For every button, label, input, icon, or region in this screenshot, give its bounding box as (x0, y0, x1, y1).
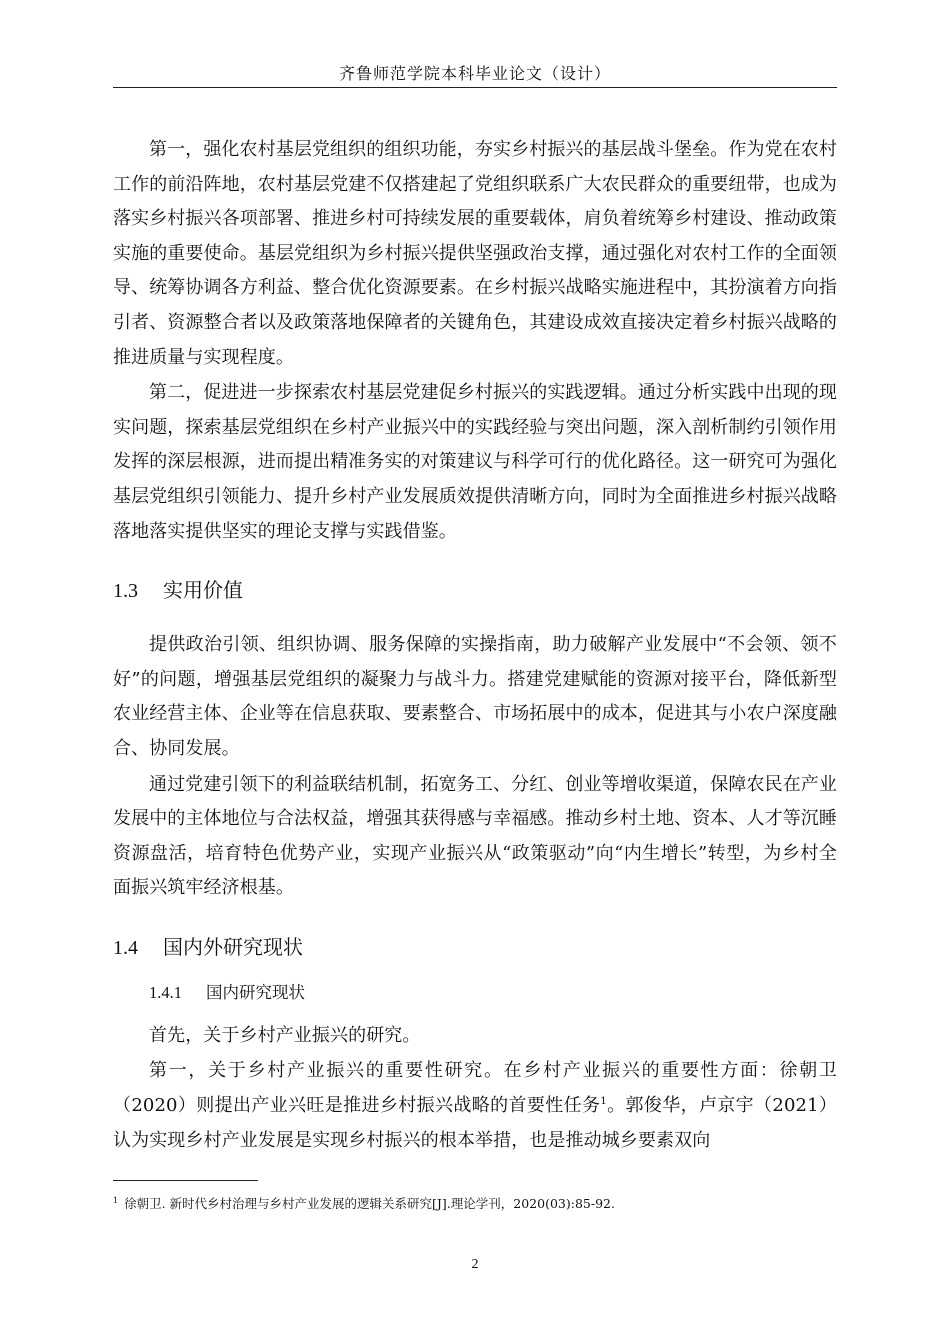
paragraph-domestic-importance (113, 1054, 837, 1158)
section-title: 国内外研究现状 (163, 934, 303, 959)
paragraph-second-point: 第二，促进进一步探索农村基层党建促乡村振兴的实践逻辑。通过分析实践中出现的现实问题，探索基层党组织在乡村产业振兴中的实践经验与突出问题，深入剖析制约引领作用发挥的深层根源，进而提出精准务实的对策建议与科学可行的优化路径。这一研究可为强化基层党组织引领能力、提升乡村产业发展质效提供清晰方向，同时为全面推进乡村振兴战略落地落实提供坚实的理论支撑与实践借鉴。 (113, 382, 837, 542)
section-heading-1-3 (113, 575, 837, 606)
body-content (113, 133, 837, 1159)
section-heading-1-4 (113, 932, 837, 963)
paragraph-text: 第一，关于乡村产业振兴的重要性研究。在乡村产业振兴的重要性方面：徐朝卫（2020）则提出产业兴旺是推进乡村振兴战略的首要性任务 (113, 1060, 837, 1117)
paragraph-practical-value-1: 提供政治引领、组织协调、服务保障的实操指南，助力破解产业发展中“不会领、领不好”的问题，增强基层党组织的凝聚力与战斗力。搭建党建赋能的资源对接平台，降低新型农业经营主体、企业等在信息获取、要素整合、市场拓展中的成本，促进其与小农户深度融合、协同发展。 (113, 634, 837, 759)
footnote-mark: 1 (113, 1196, 119, 1205)
section-number: 1.4 (113, 936, 138, 959)
paragraph-first-point: 第一，强化农村基层党组织的组织功能，夯实乡村振兴的基层战斗堡垒。作为党在农村工作的前沿阵地，农村基层党建不仅搭建起了党组织联系广大农民群众的重要纽带，也成为落实乡村振兴各项部署、推进乡村可持续发展的重要载体，肩负着统筹乡村建设、推动政策实施的重要使命。基层党组织为乡村振兴提供坚强政治支撑，通过强化对农村工作的全面领导、统筹协调各方利益、整合优化资源要素。在乡村振兴战略实施进程中，其扮演着方向指引者、资源整合者以及政策落地保障者的关键角色，其建设成效直接决定着乡村振兴战略的推进质量与实现程度。 (113, 139, 837, 368)
page-number: 2 (471, 1257, 479, 1272)
footnote (113, 1192, 837, 1213)
subsection-number: 1.4.1 (149, 982, 182, 1002)
paragraph-practical-value-2: 通过党建引领下的利益联结机制，拓宽务工、分红、创业等增收渠道，保障农民在产业发展中的主体地位与合法权益，增强其获得感与幸福感。推动乡村土地、资本、人才等沉睡资源盘活，培育特色优势产业，实现产业振兴从“政策驱动”向“内生增长”转型，为乡村全面振兴筑牢经济根基。 (113, 773, 837, 899)
footnote-reference[interactable]: 1 (600, 1096, 607, 1108)
section-number: 1.3 (113, 580, 138, 603)
header-rule (113, 87, 837, 88)
subsection-heading-1-4-1 (113, 979, 837, 1007)
section-title: 实用价值 (163, 578, 243, 603)
paragraph-text: 。郭俊华，卢京宇（2021）认为实现乡村产业发展是实现乡村振兴的根本举措，也是推动城乡要素双向 (113, 1095, 838, 1151)
footnote-separator (113, 1180, 258, 1181)
footnote-text: 徐朝卫. 新时代乡村治理与乡村产业发展的逻辑关系研究[J].理论学刊，2020(03):85-92. (124, 1196, 615, 1212)
page-header: 齐鲁师范学院本科毕业论文（设计） (338, 64, 611, 83)
subsection-title: 国内研究现状 (206, 982, 305, 1002)
paragraph-domestic-intro: 首先，关于乡村产业振兴的研究。 (149, 1024, 421, 1046)
